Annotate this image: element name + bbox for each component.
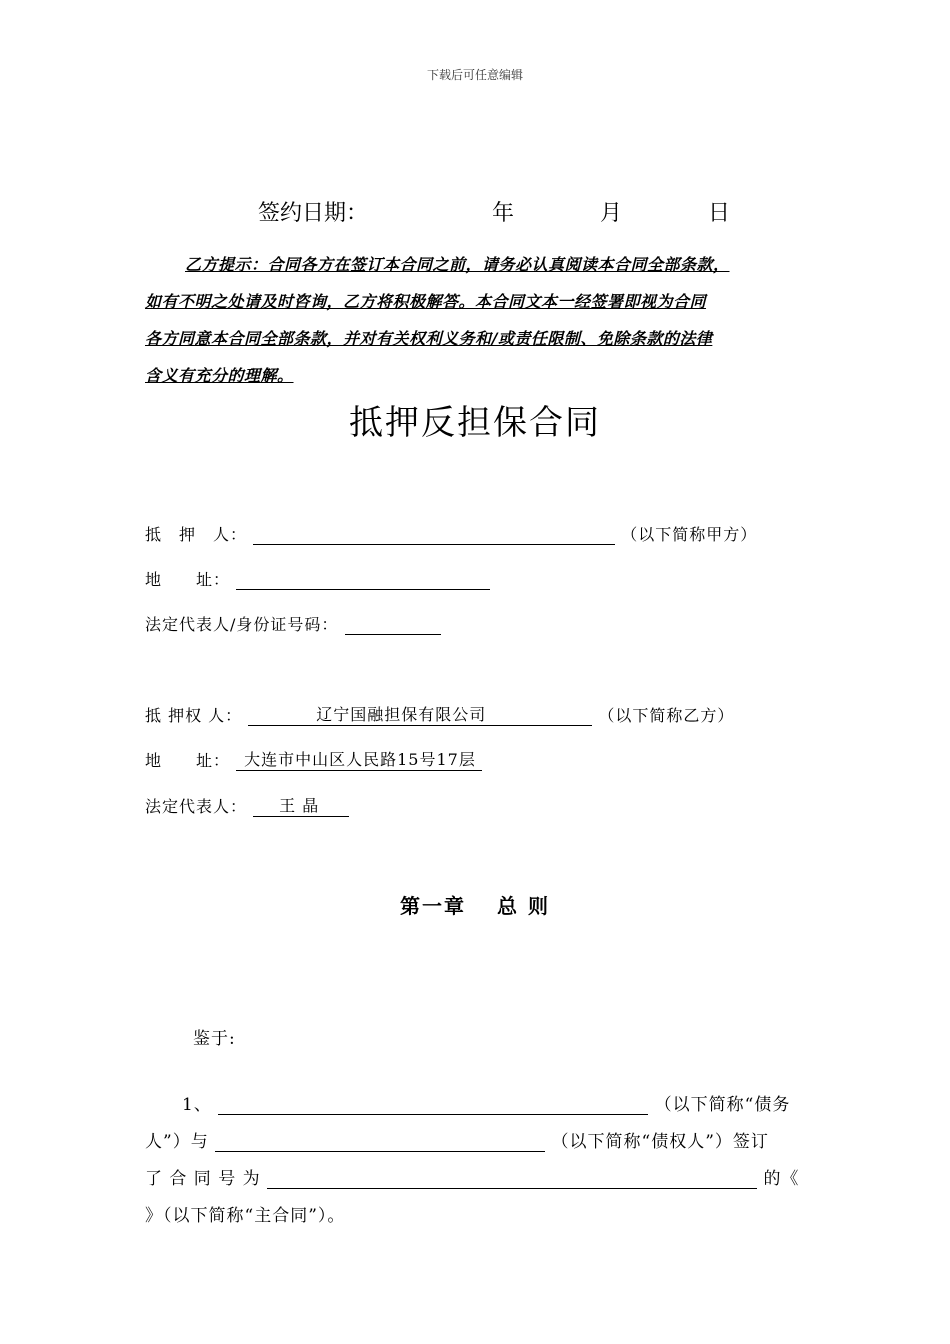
notice-line-3: 各方同意本合同全部条款，并对有关权利义务和/或责任限制、免除条款的法律 <box>145 329 713 348</box>
chapter-heading: 第一章 总 则 <box>400 894 550 918</box>
notice-line-1: 乙方提示：合同各方在签订本合同之前，请务必认真阅读本合同全部条款， <box>185 255 730 274</box>
clause1-line2-start: 人”）与 <box>145 1132 209 1152</box>
mortgagor-label: 抵 押 人： <box>145 525 248 544</box>
clause1-suffix1: （以下简称“债务 <box>654 1095 791 1115</box>
contract-title: 抵押反担保合同 <box>349 403 601 443</box>
party-b-rep-label: 法定代表人： <box>145 797 248 816</box>
clause1-line2-end: （以下简称“债权人”）签订 <box>551 1132 769 1152</box>
party-a-rep-label: 法定代表人/身份证号码： <box>145 615 339 634</box>
party-b-address-value: 大连市中山区人民路15号17层 <box>236 747 482 771</box>
mortgagor-row <box>145 522 757 545</box>
clause1-prefix: 1、 <box>182 1095 212 1115</box>
sign-date-label: 签约日期： <box>258 201 369 226</box>
notice-line-2: 如有不明之处请及时咨询，乙方将积极解答。本合同文本一经签署即视为合同 <box>145 292 707 311</box>
mortgagee-row <box>145 702 734 726</box>
page-header: 下载后可任意编辑 <box>426 68 523 82</box>
party-b-rep-value: 王 晶 <box>253 793 349 817</box>
party-a-address-row <box>145 567 490 590</box>
mortgagor-suffix: （以下简称甲方） <box>621 525 758 544</box>
party-a-address-blank[interactable] <box>236 569 490 590</box>
month-label: 月 <box>600 201 623 226</box>
clause1-line2 <box>145 1127 769 1152</box>
party-b-address-row <box>145 747 482 771</box>
debtor-blank[interactable] <box>218 1094 648 1115</box>
clause1-line4: 》（以下简称“主合同”）。 <box>145 1206 346 1226</box>
party-b-address-label: 地 址： <box>145 751 231 770</box>
contract-number-blank[interactable] <box>267 1168 757 1189</box>
mortgagee-label: 抵 押权 人： <box>145 706 243 725</box>
mortgagee-value: 辽宁国融担保有限公司 <box>248 702 592 726</box>
clause1-line3-start: 了 合 同 号 为 <box>145 1169 261 1189</box>
party-a-address-label: 地 址： <box>145 570 231 589</box>
mortgagee-suffix: （以下简称乙方） <box>598 706 735 725</box>
creditor-blank[interactable] <box>215 1131 545 1152</box>
clause1-line1 <box>182 1090 790 1115</box>
party-b-rep-row <box>145 793 349 817</box>
sign-date-row <box>258 196 730 227</box>
notice-line-4: 含义有充分的理解。 <box>145 366 294 385</box>
party-a-rep-blank[interactable] <box>345 614 441 635</box>
day-label: 日 <box>708 201 731 226</box>
party-a-rep-row <box>145 612 441 635</box>
year-label: 年 <box>492 201 515 226</box>
clause1-line3 <box>145 1164 799 1189</box>
mortgagor-blank[interactable] <box>253 524 615 545</box>
clause1-line3-end: 的《 <box>763 1169 800 1189</box>
whereas-label: 鉴于: <box>193 1029 236 1049</box>
